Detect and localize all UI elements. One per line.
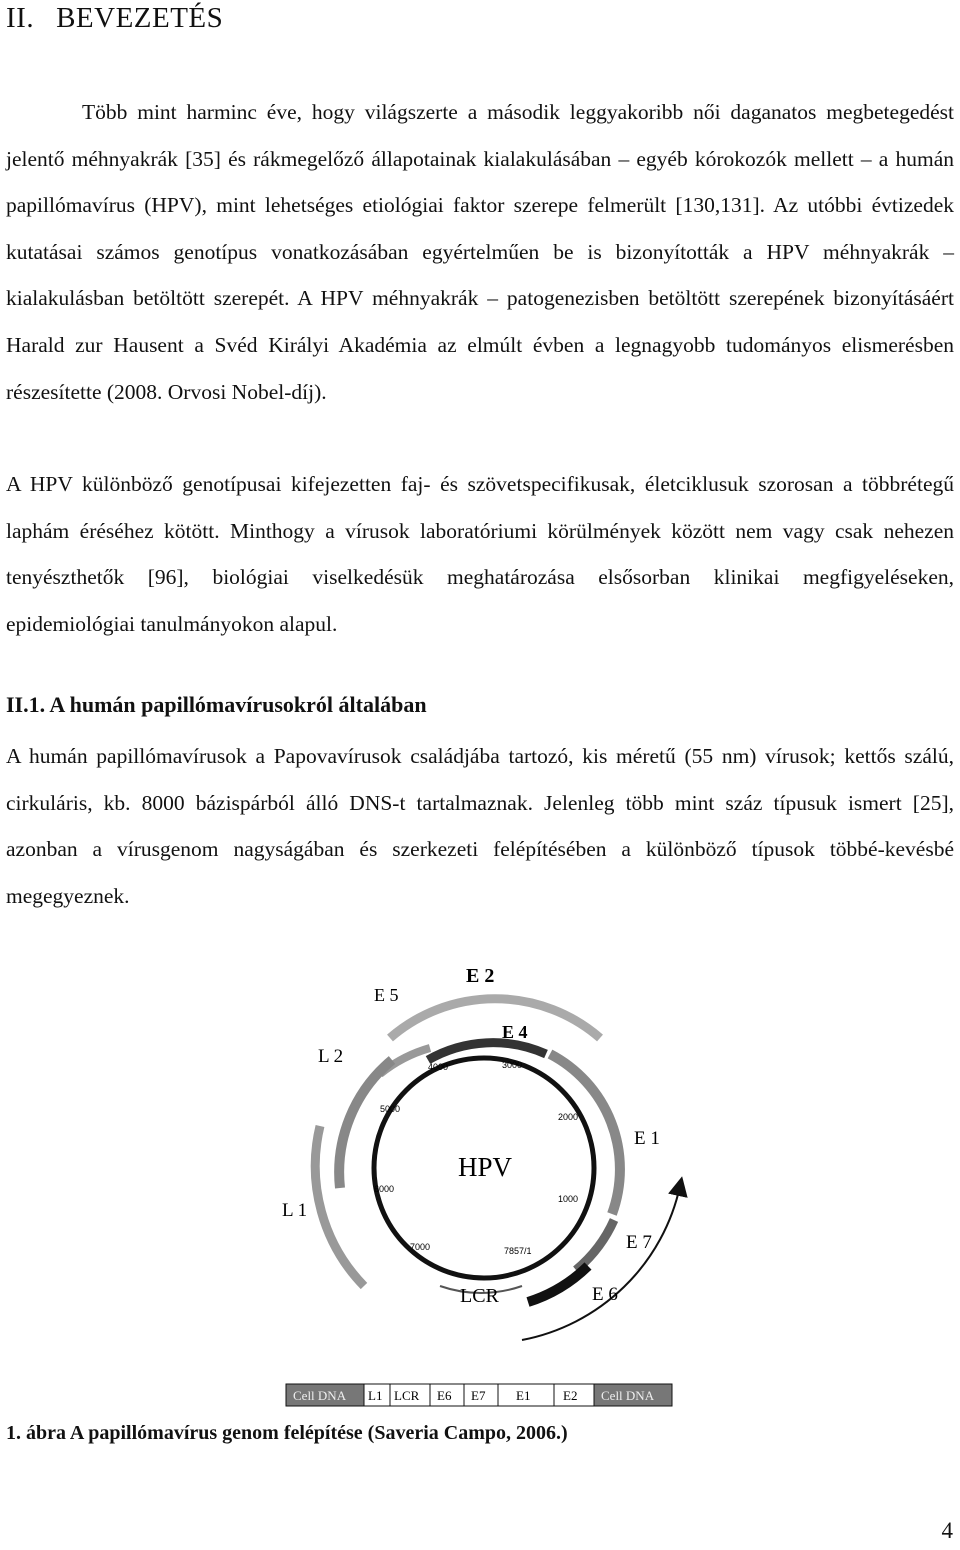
segment-label-l1: L1 xyxy=(368,1388,383,1403)
page-number: 4 xyxy=(941,1518,953,1543)
tick-1000: 1000 xyxy=(558,1194,579,1204)
chapter-title: BEVEZETÉS xyxy=(56,2,224,34)
figure-caption: 1. ábra A papillómavírus genom felépítése (Saveria Campo, 2006.) xyxy=(6,1422,568,1444)
tick-7857: 7857/1 xyxy=(504,1246,532,1256)
e7-arc xyxy=(576,1220,614,1270)
e6-arc xyxy=(528,1266,588,1302)
segment-label-e6: E6 xyxy=(437,1388,452,1403)
gene-label-e4: E 4 xyxy=(502,1022,528,1042)
segment-label-cell-dna-right: Cell DNA xyxy=(601,1388,655,1403)
gene-label-e7: E 7 xyxy=(626,1232,652,1253)
e1-arc xyxy=(550,1054,620,1214)
transcription-arrow xyxy=(522,1186,680,1340)
center-label-hpv: HPV xyxy=(458,1152,513,1182)
segment-label-e1: E1 xyxy=(516,1388,531,1403)
hpv-overview-paragraph: A humán papillómavírusok a Papovavírusok családjába tartozó, kis méretű (55 nm) vírusok; kettős szálú, cirkuláris, kb. 8000 bázispárból álló DNS-t tartalmaznak. Jelenleg több mint száz típusuk ismert [25], azonban a vírusgenom nagyságában és szerkezeti felépítésében a különböző típusok többé-kevésbé megegyeznek. xyxy=(6,744,954,908)
tick-2000: 2000 xyxy=(558,1112,579,1122)
gene-label-e6: E 6 xyxy=(592,1284,618,1305)
section-heading xyxy=(6,692,427,718)
gene-label-e5: E 5 xyxy=(374,985,399,1005)
tick-6000: 6000 xyxy=(374,1184,395,1194)
segment-label-e2: E2 xyxy=(563,1388,578,1403)
gene-label-lcr: LCR xyxy=(460,1285,499,1307)
segment-label-lcr: LCR xyxy=(394,1388,420,1403)
gene-label-e2: E 2 xyxy=(466,965,495,987)
hpv-genome-figure xyxy=(260,956,700,1416)
e2-arc xyxy=(390,999,600,1038)
chapter-heading xyxy=(6,2,223,35)
gene-label-l1: L 1 xyxy=(282,1200,308,1221)
tick-5000: 5000 xyxy=(380,1104,401,1114)
hpv-genome-diagram xyxy=(260,956,700,1416)
chapter-number: II. xyxy=(6,2,35,34)
intro-paragraph: Több mint harminc éve, hogy világszerte a második leggyakoribb női daganatos megbetegedést jelentő méhnyakrák [35] és rákmegelőző állapotainak kialakulásában – egyéb kórokozók mellett – a humán papillómavírus (HPV), mint lehetséges etiológiai faktor szerepe felmerült [130,131]. Az utóbbi évtizedek kutatásai számos genotípus vonatkozásában egyértelműen be is bizonyították a HPV méhnyakrák – kialakulásban betöltött szerepét. A HPV méhnyakrák – patogenezisben betöltött szerepének bizonyításáért Harald zur Hausent a Svéd Királyi Akadémia az elmúlt évben a legnagyobb tudományos elismerésben részesítette (2008. Orvosi Nobel-díj). xyxy=(6,100,954,404)
tick-4000: 4000 xyxy=(428,1062,449,1072)
segment-label-cell-dna-left: Cell DNA xyxy=(293,1388,347,1403)
gene-label-l2: L 2 xyxy=(318,1046,344,1067)
tick-3000: 3000 xyxy=(502,1060,523,1070)
gene-label-e1: E 1 xyxy=(634,1128,660,1149)
section-number: II.1. xyxy=(6,692,46,717)
linear-genome-map xyxy=(286,1384,672,1406)
segment-label-e7: E7 xyxy=(471,1388,486,1403)
section-title: A humán papillómavírusokról általában xyxy=(49,692,427,717)
genotype-paragraph: A HPV különböző genotípusai kifejezetten faj- és szövetspecifikusak, életciklusuk szorosan a többrétegű laphám éréséhez kötött. Minthogy a vírusok laboratóriumi körülmények között nem vagy csak nehezen tenyészthetők [96], biológiai viselkedésük meghatározása elsősorban klinikai megfigyeléseken, epidemiológiai tanulmányokon alapul. xyxy=(6,472,954,636)
tick-7000: 7000 xyxy=(410,1242,431,1252)
